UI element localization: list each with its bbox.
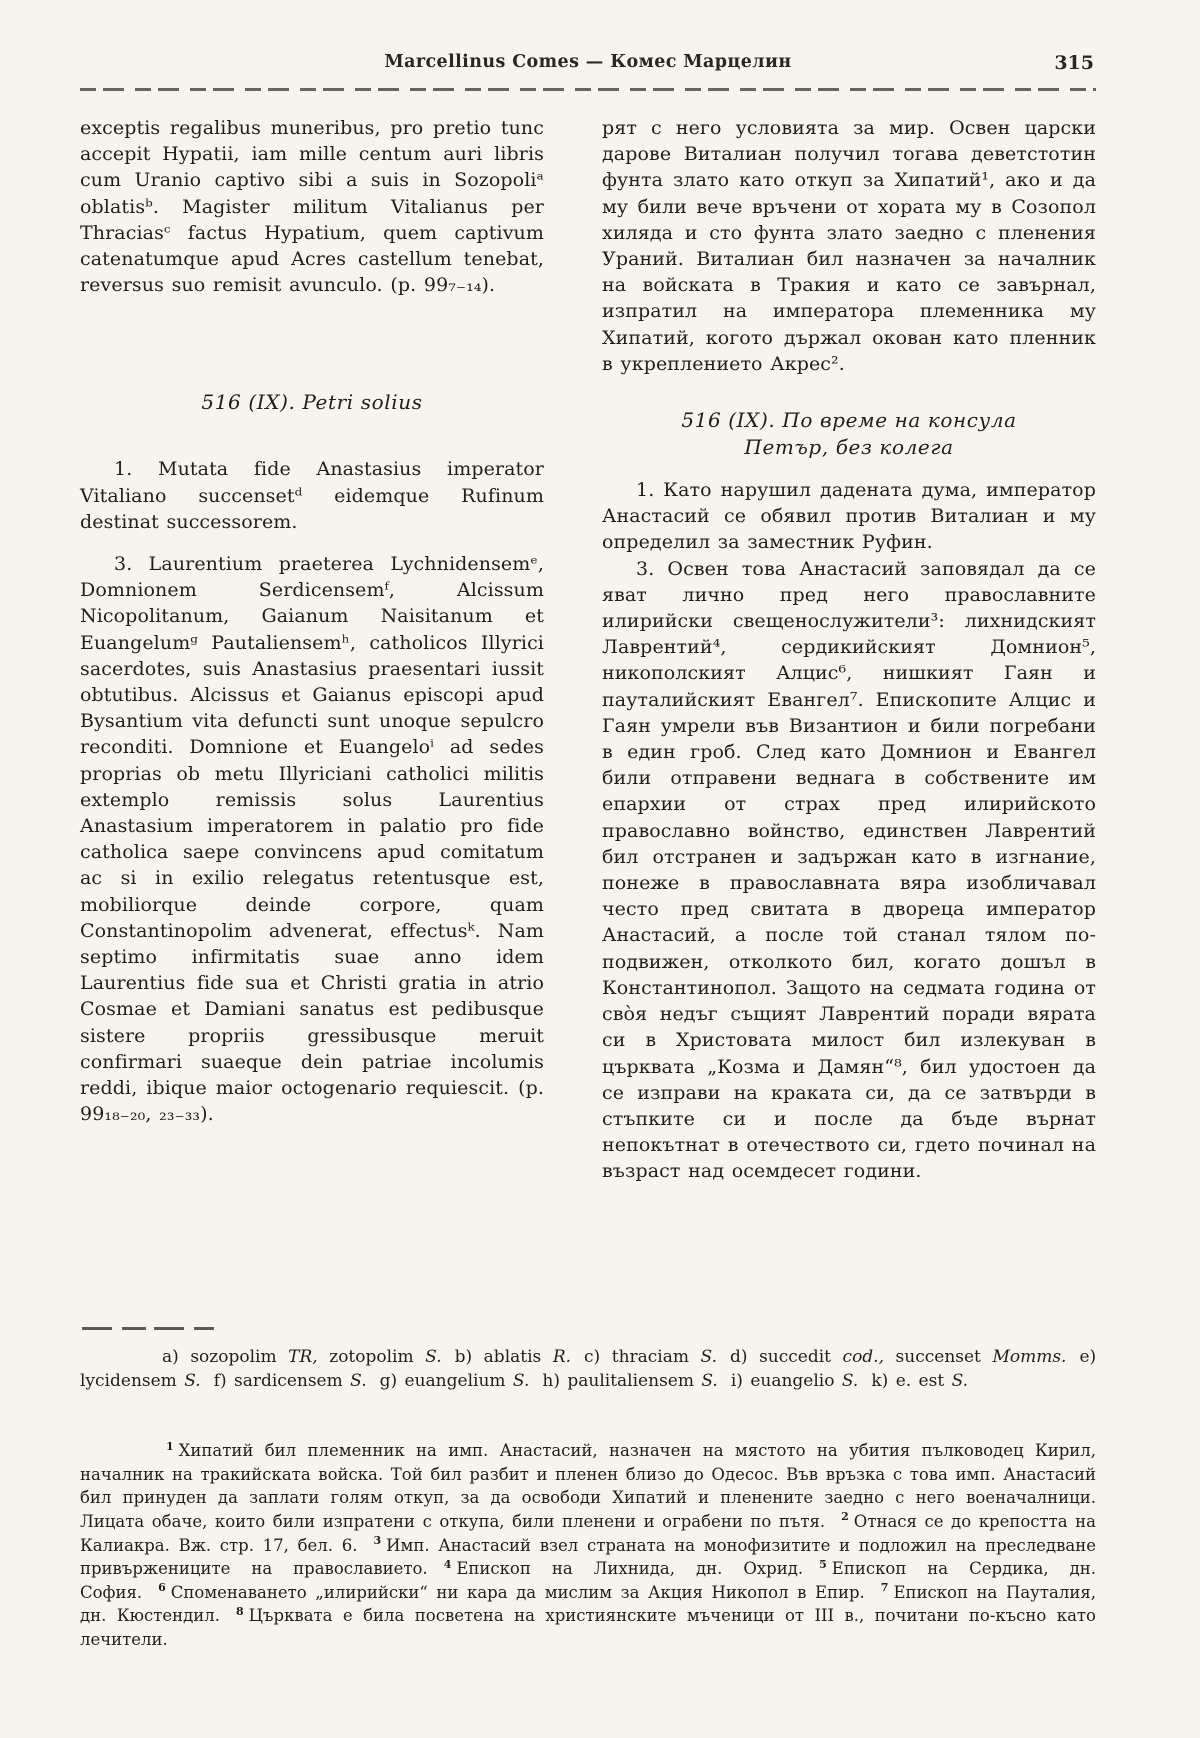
running-title: Marcellinus Comes — Комес Марцелин xyxy=(384,52,792,72)
apparatus-reading: zotopolim xyxy=(329,1347,414,1367)
apparatus-reading: lycidensem xyxy=(80,1370,177,1391)
latin-paragraph-1: 1. Mutata fide Anastasius imperator Vitaliano succensetᵈ eidemque Rufinum destinat successorem. xyxy=(80,458,544,533)
bulgarian-column xyxy=(602,115,1096,1185)
footnote xyxy=(80,1606,1096,1649)
footnote-number: 1 xyxy=(166,1439,174,1453)
footnote-text: Хипатий бил племенник на имп. Анастасий, назначен на мястото на убития пълководец Кирил, началник на тракийската войска. Той бил разбит и пленен близо до Одесос. Във връзка с това имп. Анастасий бил принуден да заплати голям откуп, за да освободи Хипатий и пленените заедно с него военачалници. Лицата обаче, които били изпратени с откупа, били пленени и ограбени по пътя. xyxy=(80,1441,1096,1531)
footnote-number: 2 xyxy=(841,1510,849,1524)
footnote-text: Епископ на Пауталия, дн. Кюстендил. xyxy=(80,1582,1096,1626)
footnote-text: Споменаването „илирийски“ ни кара да мислим за Акция Никопол в Епир. xyxy=(170,1582,865,1602)
apparatus-label: e) xyxy=(1079,1347,1097,1367)
apparatus-siglum: R. xyxy=(552,1347,572,1367)
apparatus-reading: succedit xyxy=(759,1347,831,1367)
apparatus-entry xyxy=(584,1347,717,1367)
apparatus-entry xyxy=(542,1371,717,1391)
apparatus-entry xyxy=(455,1347,571,1367)
apparatus-reading: euangelium xyxy=(404,1370,506,1391)
apparatus-siglum: cod., xyxy=(842,1347,884,1367)
apparatus-reading: ablatis xyxy=(483,1347,542,1367)
bulgarian-paragraph-3: 3. Освен това Анастасий заповядал да се яват лично пред него православните илирийски свещенослужители³: лихнидският Лаврентий⁴, сердикийският Домнион⁵, никополският Алцис⁶, нишкият Гаян и пауталийският Евангел⁷. Епископите Алцис и Гаян умрели във Византион и били погребани в един гроб. След като Домнион и Евангел били отправени веднага в собствените им епархии от страх пред илирийското православно войнство, единствен Лаврентий бил отстранен и задържан като в изгнание, понеже в православната вяра изобличавал често пред свитата в двореца император Анастасий, а после той станал тялом по-подвижен, отколкото бил, когато дошъл в Константинопол. Защото на седмата година от свòя недъг същият Лаврентий поради вярата си в Христовата милост бил излекуван в църквата „Козма и Дамян“⁸, бил удостоен да се изправи на краката си, да се затвърди в стъпките си и после да бъде върнат непокътнат в отечеството си, гдето починал на възраст над осемдесет години. xyxy=(602,557,1096,1183)
bulgarian-paragraph-1: 1. Като нарушил дадената дума, император Анастасий се обявил против Виталиан и му определил за заместник Руфин. xyxy=(602,479,1096,554)
apparatus-reading: paulitaliensem xyxy=(567,1370,694,1391)
apparatus-label: h) xyxy=(542,1370,560,1391)
bulgarian-continuation-paragraph: рят с него условията за мир. Освен царски дарове Виталиан получил тогава деветстотин фунта злато като откуп за Хипатий¹, ако и да му били вече връчени от хората му в Созопол хиляда и сто фунта злато заедно с пленения Ураний. Виталиан бил назначен за началник на войската в Тракия и като се завърнал, изпратил на императора племенника му Хипатий, когото държал окован като пленник в укреплението Акрес². xyxy=(602,117,1096,375)
critical-apparatus xyxy=(80,1346,1096,1393)
apparatus-entry xyxy=(731,1371,859,1391)
footnote-number: 6 xyxy=(158,1581,166,1595)
apparatus-entry xyxy=(380,1371,530,1391)
apparatus-siglum: S. xyxy=(512,1370,530,1391)
apparatus-siglum: S. xyxy=(184,1370,201,1391)
footnote xyxy=(158,1583,865,1602)
apparatus-reading: succenset xyxy=(895,1347,981,1367)
apparatus-label: k) xyxy=(871,1370,889,1391)
header-rule xyxy=(80,88,1096,91)
footnote-number: 5 xyxy=(819,1557,827,1571)
footnote-text: Епископ на Сердика, дн. София. xyxy=(80,1559,1097,1602)
latin-continuation-paragraph: exceptis regalibus muneribus, pro pretio tunc accepit Hypatii, iam mille centum auri libris cum Uranio captivo sibi a suis in Sozopoliᵃ oblatisᵇ. Magister militum Vitalianus per Thraciasᶜ factus Hypatium, quem captivum catenatumque apud Acres castellum tenebat, reversus suo remisit avunculo. (p. 99₇₋₁₄). xyxy=(80,117,544,297)
footnote-text: Църквата е била посветена на християнските мъченици от III в., почитани по-късно като лечители. xyxy=(80,1606,1096,1649)
apparatus-label: i) xyxy=(730,1370,743,1391)
footnote-number: 4 xyxy=(443,1557,452,1571)
apparatus-label: d) xyxy=(730,1347,748,1367)
apparatus-reading: sardicensem xyxy=(234,1370,343,1391)
apparatus-siglum: S. xyxy=(425,1347,442,1367)
apparatus-entry xyxy=(162,1347,442,1367)
apparatus-siglum: Momms. xyxy=(992,1347,1067,1367)
footnote-text: Отнася се до крепостта на Калиакра. Вж. стр. 17, бел. 6. xyxy=(80,1511,1096,1555)
footnote-number: 8 xyxy=(235,1604,244,1618)
footnote-text: Имп. Анастасий взел страната на монофизитите и подложил на преследване привържениците на православието. xyxy=(80,1535,1096,1579)
footnote-text: Епископ на Лихнида, дн. Охрид. xyxy=(456,1559,804,1579)
apparatus-siglum: S. xyxy=(841,1370,859,1391)
apparatus-label: c) xyxy=(584,1347,601,1367)
latin-section-heading: 516 (IX). Petri solius xyxy=(201,390,423,415)
apparatus-entry xyxy=(730,1347,1066,1367)
apparatus-reading: e. est xyxy=(895,1370,945,1391)
apparatus-label: g) xyxy=(379,1370,398,1391)
apparatus-reading: sozopolim xyxy=(190,1347,277,1367)
apparatus-reading: euangelio xyxy=(750,1370,835,1391)
apparatus-siglum: S. xyxy=(951,1370,969,1391)
apparatus-label: f) xyxy=(213,1370,227,1391)
footnote-number: 3 xyxy=(373,1534,382,1548)
apparatus-reading: thraciam xyxy=(611,1347,689,1367)
footnote-number: 7 xyxy=(880,1581,889,1595)
footnote xyxy=(444,1559,803,1578)
apparatus-siglum: S. xyxy=(701,1370,718,1391)
latin-paragraph-3: 3. Laurentium praeterea Lychnidensemᵉ, Domnionem Serdicensemᶠ, Alcissum Nicopolitanum, Gaianum Naisitanum et Euangelumᵍ Pautaliensemʰ, catholicos Illyrici sacerdotes, suis Anastasius praesentari iussit obtutibus. Alcissus et Gaianus episcopi apud Bysantium vita defuncti sunt unoque sepulcro reconditi. Domnione et Euangeloⁱ ad sedes proprias ob metu Illyriciani catholici militis extemplo remissis solus Laurentius Anastasium imperatorem in palatio pro fide catholica saepe convincens apud comitatum ac si in exilio relegatus retentusque est, mobiliorque deinde corpore, quam Constantinopolim advenerat, effectusᵏ. Nam septimo infirmitatis suae anno idem Laurentius fide sua et Christi gratia in atrio Cosmae et Damiani sanatus est pedibusque sistere propriis gressibusque meruit confirmari suaeque dein patriae incolumis reddi, ibique maior octogenario requiescit. (p. 99₁₈₋₂₀, ₂₃₋₃₃). xyxy=(80,553,544,1126)
text-columns xyxy=(80,115,1096,1307)
apparatus-entry xyxy=(214,1371,367,1391)
latin-column xyxy=(80,115,544,1128)
apparatus-label: a) xyxy=(162,1347,179,1367)
apparatus-siglum: TR, xyxy=(288,1347,318,1367)
footnotes-block xyxy=(80,1439,1096,1651)
apparatus-entry xyxy=(871,1371,968,1391)
apparatus-siglum: S. xyxy=(350,1370,367,1391)
page-header xyxy=(80,52,1096,80)
apparatus-label: b) xyxy=(454,1347,473,1367)
page-number: 315 xyxy=(1054,52,1094,74)
apparatus-rule xyxy=(82,1327,214,1330)
bulgarian-section-heading: 516 (IX). По време на консула Петър, без колега xyxy=(681,408,1017,460)
apparatus-siglum: S. xyxy=(700,1347,717,1367)
